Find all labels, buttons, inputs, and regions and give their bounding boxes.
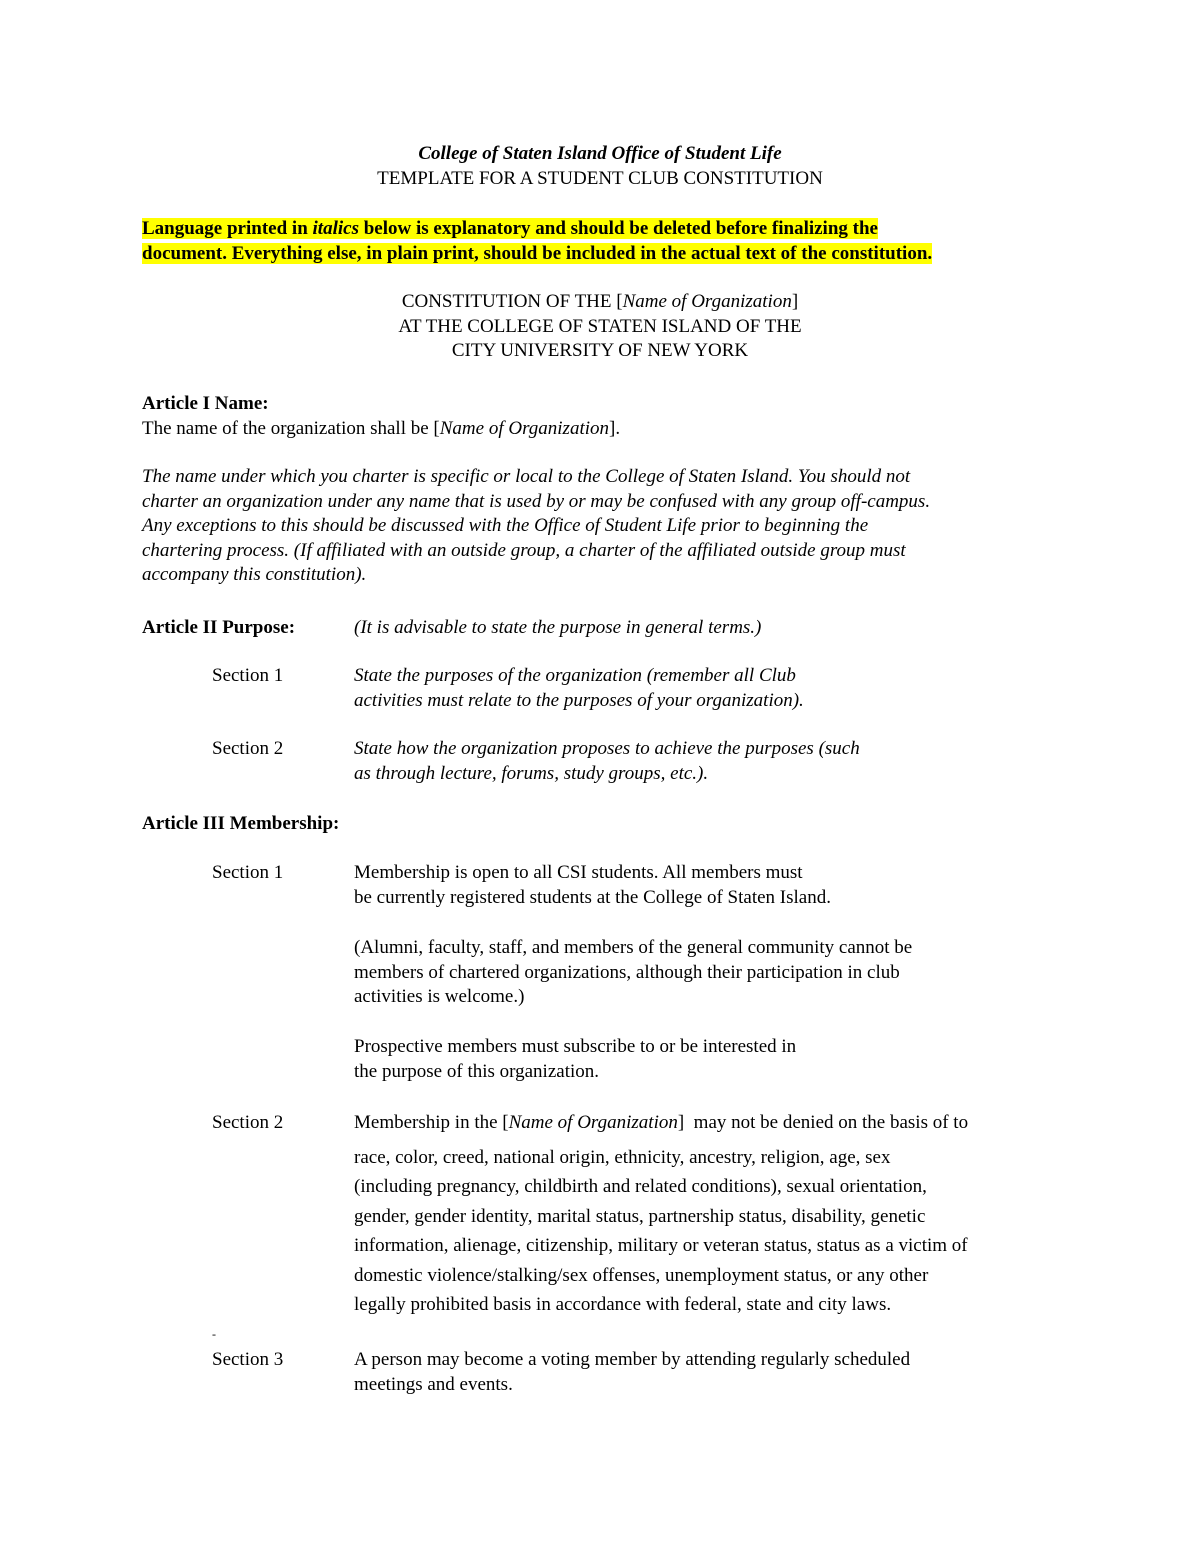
article-3-section-1-para-2: (Alumni, faculty, staff, and members of the general community cannot be members of chartered organizations, although their participation in club activities is welcome.)	[354, 937, 913, 1007]
note-line-1: Language printed in italics below is explanatory and should be deleted before finalizing the	[142, 218, 878, 239]
constitution-title-line-1: CONSTITUTION OF THE [Name of Organization]	[401, 291, 799, 312]
article-1-heading: Article I Name:	[142, 393, 269, 414]
italics-word: italics	[312, 218, 359, 239]
article-3-section-1-label: Section 1	[212, 862, 284, 883]
article-2-heading: Article II Purpose:	[142, 617, 296, 638]
constitution-title-line-3: CITY UNIVERSITY OF NEW YORK	[451, 340, 749, 361]
article-3-section-2-text: Membership in the [Name of Organization] may not be denied on the basis of to race, color, creed, national origin, ethnicity, ancestry, religion, age, sex (including pregnancy, childbirth and related conditions), sexual orientation, gender, gender identity, marital status, partnership status, disability, genetic information, alienage, citizenship, military or veteran status, status as a victim of domestic violence/stalking/sex offenses, unemployment status, or any other legally prohibited basis in accordance with federal, state and city laws.	[354, 1108, 968, 1320]
article-3-section-1-para-1: Membership is open to all CSI students. All members must be currently registered students at the College of Staten Island.	[354, 862, 831, 908]
document-title: TEMPLATE FOR A STUDENT CLUB CONSTITUTION	[377, 167, 823, 189]
office-title: College of Staten Island Office of Student Life	[418, 143, 782, 164]
explanatory-note	[142, 217, 932, 266]
article-3-section-3-label: Section 3	[212, 1349, 284, 1370]
article-2-section-1-label: Section 1	[212, 665, 284, 686]
stray-mark: -	[212, 1327, 216, 1341]
note-line-2: document. Everything else, in plain print, should be included in the actual text of the constitution.	[142, 242, 933, 264]
article-3-section-2-first-line: Membership in the [Name of Organization] may not be denied on the basis of to	[354, 1112, 969, 1133]
article-2-section-1-text: State the purposes of the organization (remember all Club activities must relate to the purposes of your organization).	[354, 665, 804, 711]
article-2-note: (It is advisable to state the purpose in general terms.)	[354, 617, 762, 638]
document-header	[0, 142, 1200, 191]
article-2-section-2-text: State how the organization proposes to achieve the purposes (such as through lecture, forums, study groups, etc.).	[354, 738, 860, 784]
article-1	[142, 392, 620, 441]
article-3-heading: Article III Membership:	[142, 813, 340, 834]
article-3-section-3-text: A person may become a voting member by attending regularly scheduled meetings and events.	[354, 1349, 911, 1395]
constitution-title-line-2: AT THE COLLEGE OF STATEN ISLAND OF THE	[398, 315, 802, 337]
article-1-text: The name of the organization shall be [Name of Organization].	[142, 417, 621, 439]
article-3-section-1-para-3: Prospective members must subscribe to or be interested in the purpose of this organization.	[354, 1036, 797, 1082]
constitution-title	[0, 290, 1200, 364]
article-3-section-2-label: Section 2	[212, 1112, 284, 1133]
article-2-section-2-label: Section 2	[212, 738, 284, 759]
article-1-explanation: The name under which you charter is specific or local to the College of Staten Island. You should not charter an organization under any name that is used by or may be confused with any group off-campus. Any exceptions to this should be discussed with the Office of Student Life prior to beginning the chartering process. (If affiliated with an outside group, a charter of the affiliated outside group must accompany this constitution).	[142, 466, 931, 585]
